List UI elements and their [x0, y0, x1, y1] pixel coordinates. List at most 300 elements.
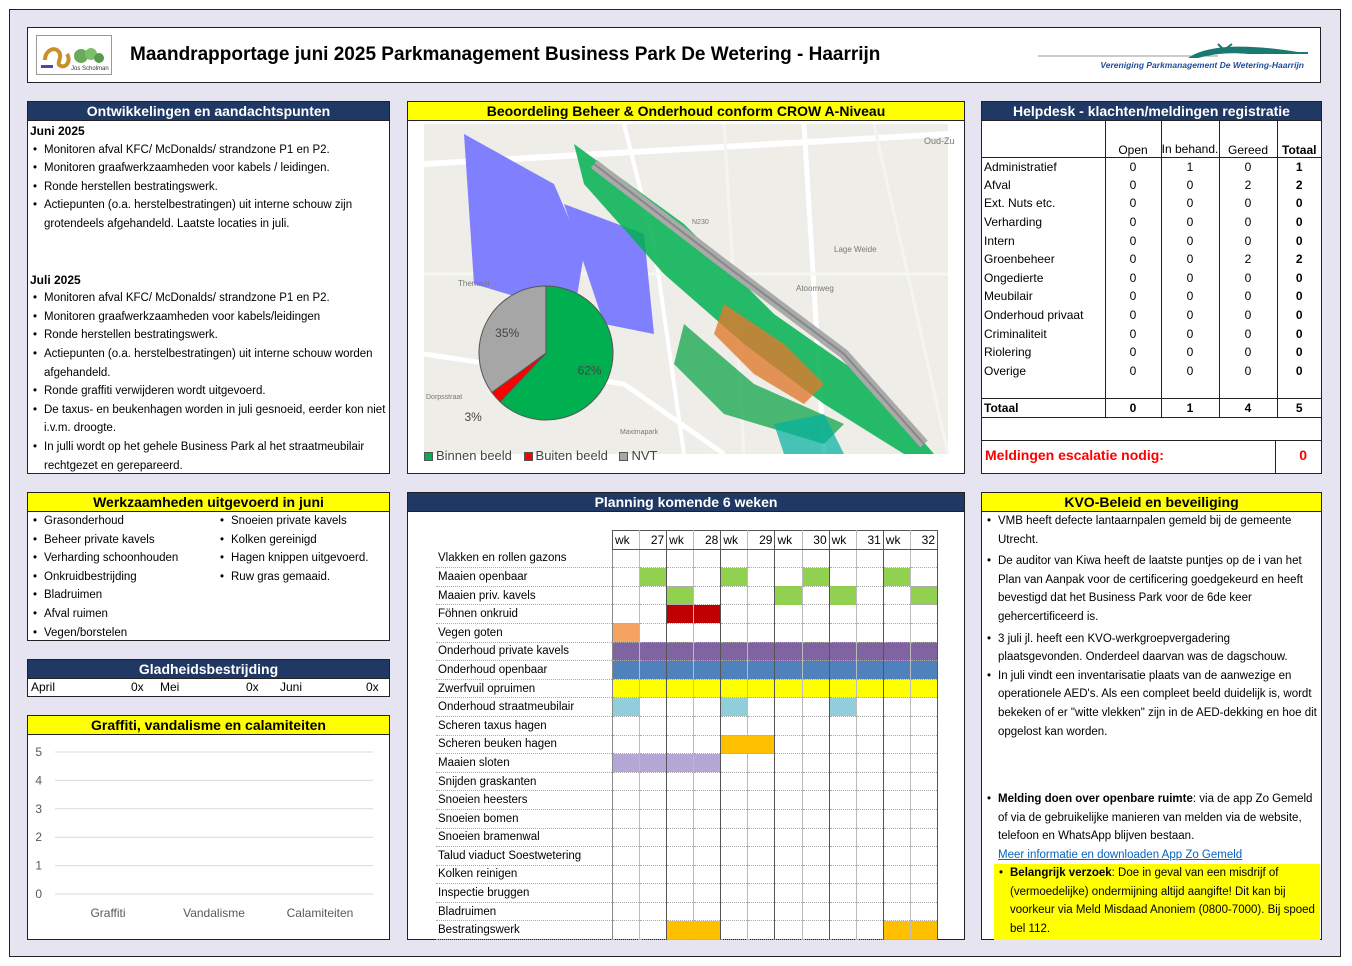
- planning-cell: [856, 772, 883, 791]
- pie-label: 35%: [495, 326, 520, 341]
- planning-cell: [883, 716, 910, 735]
- planning-cell: [856, 809, 883, 828]
- list-item: • In julli wordt op het gehele Business Park al het straatmeubilair rechtgezet en gerepareerd.: [30, 438, 387, 475]
- column-header: In behand.: [1161, 121, 1219, 157]
- planning-cell: [910, 605, 937, 624]
- planning-cell: [667, 772, 694, 791]
- planning-cell: [856, 586, 883, 605]
- column-header: Gereed: [1219, 121, 1277, 157]
- helpdesk-total-row: [982, 399, 1321, 418]
- cell-value: 2: [1295, 252, 1303, 267]
- list-item: • In juli vindt een inventarisatie plaats van de aanwezige en operationele AED's. Als een compleet beeld duidelijk is, wordt bekeken of er "witte vlekken" zijn in de AED-dekking en hoe dit opgelost kan worden.: [984, 667, 1317, 741]
- planning-cell: [748, 605, 775, 624]
- week-prefix: wk: [613, 531, 640, 550]
- planning-row: [436, 679, 938, 698]
- list-item: [996, 864, 1316, 938]
- helpdesk-header-row: [982, 121, 1321, 157]
- pie-label: 62%: [577, 363, 602, 378]
- cell-value: 0: [1219, 269, 1277, 288]
- planning-row: [436, 884, 938, 903]
- association-logo: [1038, 38, 1308, 74]
- planning-cell: [829, 698, 856, 717]
- planning-cell: [667, 568, 694, 587]
- planning-cell: [883, 809, 910, 828]
- helpdesk-title: Helpdesk - klachten/meldingen registratie: [982, 102, 1321, 121]
- planning-cell: [856, 661, 883, 680]
- planning-row: [436, 549, 938, 568]
- list-item: • Ruw gras gemaaid.: [217, 568, 388, 587]
- planning-cell: [829, 791, 856, 810]
- week-number: 32: [910, 531, 937, 550]
- planning-week-row: [436, 531, 938, 550]
- planning-cell: [910, 791, 937, 810]
- legend-item: [619, 448, 657, 463]
- planning-cell: [640, 549, 667, 568]
- cell-value: 2: [1219, 250, 1277, 269]
- cell-value: 0: [1105, 306, 1161, 325]
- planning-cell: [613, 791, 640, 810]
- planning-cell: [694, 679, 721, 698]
- planning-cell: [640, 642, 667, 661]
- planning-cell: [883, 623, 910, 642]
- activity-label: Scheren taxus hagen: [436, 716, 613, 735]
- planning-cell: [883, 679, 910, 698]
- planning-cell: [721, 791, 748, 810]
- planning-cell: [775, 568, 802, 587]
- cell-value: 0: [1219, 157, 1277, 176]
- planning-cell: [613, 679, 640, 698]
- planning-cell: [613, 921, 640, 940]
- list-item: • Ronde herstellen bestratingswerk.: [30, 178, 387, 197]
- cell-value: 0: [1219, 231, 1277, 250]
- planning-cell: [856, 605, 883, 624]
- planning-cell: [721, 642, 748, 661]
- cell-value: 0: [1295, 289, 1303, 304]
- planning-row: [436, 828, 938, 847]
- list-item: • Ronde herstellen bestratingswerk.: [30, 326, 387, 345]
- month-value: 0x: [131, 680, 144, 694]
- legend-swatch-binnen: [424, 452, 433, 461]
- planning-cell: [856, 623, 883, 642]
- planning-cell: [775, 847, 802, 866]
- list-item: [984, 790, 1317, 846]
- planning-cell: [802, 828, 829, 847]
- cell-value: 0: [1219, 362, 1277, 381]
- planning-cell: [694, 828, 721, 847]
- cell-value: 2: [1219, 176, 1277, 195]
- cell-value: 0: [1295, 215, 1303, 230]
- cell-value: 0: [1105, 194, 1161, 213]
- planning-cell: [667, 828, 694, 847]
- cell-value: 0: [1161, 343, 1219, 362]
- verzoek-text: : Doe in geval van een misdrijf of (vermoedelijke) ondermijning altijd aangifte! Dit kan bij voorkeur via Meld Misdaad Anoniem (0800-7000). Bij spoed bel 112.: [1010, 867, 1315, 935]
- week-prefix: wk: [775, 531, 802, 550]
- planning-cell: [910, 921, 937, 940]
- planning-cell: [667, 884, 694, 903]
- planning-cell: [667, 698, 694, 717]
- planning-cell: [667, 921, 694, 940]
- planning-cell: [802, 791, 829, 810]
- planning-cell: [775, 809, 802, 828]
- planning-cell: [721, 921, 748, 940]
- planning-cell: [802, 568, 829, 587]
- cell-value: 0: [1105, 213, 1161, 232]
- planning-cell: [667, 661, 694, 680]
- row-label: Afval: [982, 176, 1105, 195]
- list-item: • Monitoren graafwerkzaamheden voor kabels/leidingen: [30, 308, 387, 327]
- y-tick-label: 2: [35, 830, 42, 845]
- month-value: 0x: [246, 680, 259, 694]
- ontwikkelingen-title: Ontwikkelingen en aandachtspunten: [28, 102, 389, 121]
- planning-cell: [883, 661, 910, 680]
- helpdesk-row: [982, 324, 1321, 343]
- activity-label: Snijden graskanten: [436, 772, 613, 791]
- planning-cell: [856, 921, 883, 940]
- cell-value: 0: [1161, 362, 1219, 381]
- planning-cell: [613, 735, 640, 754]
- planning-cell: [640, 921, 667, 940]
- cell-value: 0: [1161, 250, 1219, 269]
- melding-bold: Melding doen over openbare ruimte: [998, 793, 1193, 805]
- report-header: [27, 27, 1321, 83]
- pie-legend: [424, 448, 657, 463]
- planning-cell: [640, 754, 667, 773]
- planning-cell: [667, 642, 694, 661]
- cell-value: 0: [1161, 213, 1219, 232]
- activity-label: Snoeien heesters: [436, 791, 613, 810]
- cell-value: 0: [1161, 269, 1219, 288]
- row-label: Groenbeheer: [982, 250, 1105, 269]
- planning-cell: [667, 586, 694, 605]
- legend-label: Binnen beeld: [436, 448, 512, 463]
- planning-cell: [829, 586, 856, 605]
- planning-cell: [640, 716, 667, 735]
- planning-cell: [694, 902, 721, 921]
- planning-row: [436, 586, 938, 605]
- row-label: Ongedierte: [982, 269, 1105, 288]
- planning-cell: [910, 735, 937, 754]
- planning-cell: [694, 791, 721, 810]
- werkzaamheden-col2: [215, 512, 390, 586]
- planning-cell: [748, 586, 775, 605]
- planning-cell: [667, 847, 694, 866]
- cell-value: 0: [1105, 343, 1161, 362]
- graffiti-title: Graffiti, vandalisme en calamiteiten: [28, 716, 389, 735]
- row-label: Totaal: [982, 399, 1105, 418]
- cell-value: 0: [1295, 363, 1303, 378]
- planning-cell: [694, 809, 721, 828]
- list-item: • De taxus- en beukenhagen worden in juli gesnoeid, eerder kon niet i.v.m. droogte.: [30, 401, 387, 438]
- planning-cell: [613, 772, 640, 791]
- cell-value: 1: [1295, 159, 1303, 174]
- planning-cell: [640, 791, 667, 810]
- cell-value: 0: [1105, 362, 1161, 381]
- planning-cell: [883, 902, 910, 921]
- planning-cell: [748, 884, 775, 903]
- planning-cell: [640, 828, 667, 847]
- planning-cell: [721, 679, 748, 698]
- planning-cell: [721, 661, 748, 680]
- row-label: Meubilair: [982, 287, 1105, 306]
- planning-cell: [829, 679, 856, 698]
- kvo-title: KVO-Beleid en beveiliging: [982, 493, 1321, 512]
- cell-value: 0: [1105, 231, 1161, 250]
- planning-cell: [910, 661, 937, 680]
- planning-cell: [667, 549, 694, 568]
- y-tick-label: 0: [35, 887, 42, 901]
- activity-label: Onderhoud openbaar: [436, 661, 613, 680]
- cell-value: 0: [1105, 399, 1161, 418]
- list-item: • Monitoren afval KFC/ McDonalds/ strandzone P1 en P2.: [30, 289, 387, 308]
- planning-cell: [802, 847, 829, 866]
- activity-label: Föhnen onkruid: [436, 605, 613, 624]
- list-item: • Verharding schoonhouden: [30, 549, 216, 568]
- planning-cell: [802, 679, 829, 698]
- list-item: • De auditor van Kiwa heeft de laatste puntjes op de i van het Plan van Aanpak voor de certificering goedgekeurd en heeft bevestigd dat het Business Park voor de 6de keer gehercertificeerd is.: [984, 552, 1317, 626]
- planning-cell: [802, 698, 829, 717]
- map-label: N230: [692, 219, 709, 226]
- planning-cell: [721, 847, 748, 866]
- planning-cell: [694, 847, 721, 866]
- planning-row: [436, 698, 938, 717]
- planning-cell: [775, 586, 802, 605]
- planning-cell: [775, 623, 802, 642]
- planning-cell: [802, 586, 829, 605]
- list-item: • Onkruidbestrijding: [30, 568, 216, 587]
- planning-cell: [856, 698, 883, 717]
- planning-cell: [721, 735, 748, 754]
- planning-cell: [829, 568, 856, 587]
- planning-cell: [721, 772, 748, 791]
- zo-gemeld-link[interactable]: Meer informatie en downloaden App Zo Gemeld: [998, 848, 1243, 861]
- activity-label: Vegen goten: [436, 623, 613, 642]
- planning-cell: [883, 549, 910, 568]
- planning-cell: [910, 642, 937, 661]
- planning-cell: [613, 605, 640, 624]
- planning-cell: [748, 679, 775, 698]
- planning-cell: [613, 642, 640, 661]
- cell-value: 0: [1295, 308, 1303, 323]
- list-item: • VMB heeft defecte lantaarnpalen gemeld bij de gemeente Utrecht.: [984, 512, 1317, 549]
- planning-cell: [856, 568, 883, 587]
- helpdesk-row: [982, 194, 1321, 213]
- helpdesk-row: [982, 343, 1321, 362]
- planning-cell: [640, 847, 667, 866]
- planning-cell: [640, 698, 667, 717]
- beoordeling-title: Beoordeling Beheer & Onderhoud conform CROW A-Niveau: [408, 102, 964, 121]
- planning-cell: [802, 902, 829, 921]
- planning-cell: [694, 865, 721, 884]
- activity-label: Snoeien bomen: [436, 809, 613, 828]
- kvo-panel: [981, 492, 1322, 940]
- planning-cell: [829, 865, 856, 884]
- escalation-divider: [1275, 441, 1276, 473]
- planning-cell: [640, 735, 667, 754]
- planning-cell: [748, 921, 775, 940]
- planning-row: [436, 605, 938, 624]
- planning-cell: [856, 902, 883, 921]
- planning-cell: [910, 754, 937, 773]
- planning-title: Planning komende 6 weken: [408, 493, 964, 512]
- planning-cell: [613, 698, 640, 717]
- y-tick-label: 5: [35, 745, 42, 759]
- cell-value: 0: [1105, 176, 1161, 195]
- list-item: • Actiepunten (o.a. herstelbestratingen) uit interne schouw zijn grotendeels afgehandeld. Laatste locaties in juli.: [30, 196, 387, 233]
- planning-cell: [775, 865, 802, 884]
- planning-cell: [802, 642, 829, 661]
- list-item: • Monitoren afval KFC/ McDonalds/ strandzone P1 en P2.: [30, 141, 387, 160]
- gladheid-panel: [27, 659, 390, 697]
- crow-pie-chart: [408, 102, 966, 475]
- planning-cell: [694, 642, 721, 661]
- row-label: Onderhoud privaat: [982, 306, 1105, 325]
- planning-cell: [775, 828, 802, 847]
- planning-cell: [856, 884, 883, 903]
- helpdesk-row: [982, 362, 1321, 381]
- planning-cell: [802, 921, 829, 940]
- activity-label: Maaien sloten: [436, 754, 613, 773]
- werkzaamheden-col1: [28, 512, 218, 642]
- map-label: Dorpsstraat: [426, 394, 463, 401]
- map-label: Themaat: [458, 279, 490, 288]
- planning-cell: [667, 623, 694, 642]
- activity-label: Snoeien bramenwal: [436, 828, 613, 847]
- planning-row: [436, 921, 938, 940]
- planning-cell: [775, 902, 802, 921]
- month-label: Juni: [280, 680, 303, 694]
- planning-cell: [829, 549, 856, 568]
- helpdesk-row: [982, 306, 1321, 325]
- activity-label: Kolken reinigen: [436, 865, 613, 884]
- planning-cell: [748, 716, 775, 735]
- activity-label: Inspectie bruggen: [436, 884, 613, 903]
- planning-cell: [802, 809, 829, 828]
- planning-row: [436, 623, 938, 642]
- planning-cell: [748, 828, 775, 847]
- planning-cell: [883, 698, 910, 717]
- helpdesk-row: [982, 157, 1321, 176]
- planning-cell: [613, 902, 640, 921]
- planning-cell: [829, 921, 856, 940]
- list-item: • Hagen knippen uitgevoerd.: [217, 549, 388, 568]
- planning-cell: [667, 716, 694, 735]
- ontwikkelingen-panel: [27, 101, 390, 474]
- planning-cell: [640, 884, 667, 903]
- planning-cell: [910, 623, 937, 642]
- planning-cell: [829, 716, 856, 735]
- planning-row: [436, 809, 938, 828]
- planning-cell: [910, 772, 937, 791]
- planning-cell: [910, 568, 937, 587]
- escalation-row: [982, 440, 1321, 472]
- planning-cell: [748, 735, 775, 754]
- cell-value: 0: [1219, 324, 1277, 343]
- planning-cell: [829, 884, 856, 903]
- week-prefix: wk: [829, 531, 856, 550]
- planning-cell: [802, 623, 829, 642]
- planning-cell: [748, 754, 775, 773]
- row-label: Administratief: [982, 157, 1105, 176]
- escalation-value: 0: [1299, 447, 1307, 463]
- cell-value: 5: [1277, 399, 1321, 418]
- planning-cell: [613, 568, 640, 587]
- y-tick-label: 4: [35, 773, 42, 788]
- planning-cell: [802, 865, 829, 884]
- legend-label: NVT: [631, 448, 658, 463]
- planning-cell: [802, 605, 829, 624]
- planning-cell: [721, 902, 748, 921]
- section-heading: Juli 2025: [30, 272, 81, 287]
- planning-cell: [721, 884, 748, 903]
- planning-cell: [694, 549, 721, 568]
- planning-cell: [910, 679, 937, 698]
- planning-row: [436, 716, 938, 735]
- planning-cell: [667, 754, 694, 773]
- planning-cell: [748, 642, 775, 661]
- planning-cell: [829, 623, 856, 642]
- planning-cell: [640, 679, 667, 698]
- planning-cell: [613, 809, 640, 828]
- planning-cell: [829, 809, 856, 828]
- planning-cell: [883, 847, 910, 866]
- planning-cell: [640, 586, 667, 605]
- helpdesk-row: [982, 250, 1321, 269]
- y-tick-label: 1: [35, 858, 42, 873]
- list-item: • Grasonderhoud: [30, 512, 216, 531]
- planning-cell: [775, 642, 802, 661]
- planning-cell: [694, 586, 721, 605]
- list-item: • Afval ruimen: [30, 605, 216, 624]
- planning-table: [436, 530, 938, 940]
- planning-cell: [640, 865, 667, 884]
- planning-cell: [667, 679, 694, 698]
- pie-label: 3%: [464, 410, 482, 425]
- planning-cell: [667, 809, 694, 828]
- list-item: • Kolken gereinigd: [217, 531, 388, 550]
- planning-cell: [613, 549, 640, 568]
- planning-cell: [883, 921, 910, 940]
- activity-label: Onderhoud straatmeubilair: [436, 698, 613, 717]
- cell-value: 0: [1105, 324, 1161, 343]
- planning-cell: [640, 605, 667, 624]
- planning-cell: [883, 884, 910, 903]
- planning-cell: [829, 754, 856, 773]
- planning-cell: [694, 716, 721, 735]
- planning-cell: [802, 884, 829, 903]
- y-tick-label: 3: [35, 801, 42, 816]
- helpdesk-panel: [981, 101, 1322, 474]
- planning-cell: [640, 772, 667, 791]
- planning-cell: [829, 902, 856, 921]
- cell-value: 0: [1161, 231, 1219, 250]
- escalation-label: Meldingen escalatie nodig:: [985, 447, 1164, 463]
- planning-row: [436, 847, 938, 866]
- planning-cell: [775, 772, 802, 791]
- planning-cell: [694, 661, 721, 680]
- map-label: Atoomweg: [796, 284, 834, 293]
- planning-cell: [748, 809, 775, 828]
- planning-cell: [748, 661, 775, 680]
- planning-cell: [775, 735, 802, 754]
- legend-swatch-buiten: [524, 452, 533, 461]
- planning-cell: [748, 791, 775, 810]
- planning-cell: [694, 884, 721, 903]
- planning-cell: [910, 716, 937, 735]
- planning-cell: [802, 735, 829, 754]
- list-item: • Beheer private kavels: [30, 531, 216, 550]
- planning-cell: [775, 884, 802, 903]
- legend-swatch-nvt: [619, 452, 628, 461]
